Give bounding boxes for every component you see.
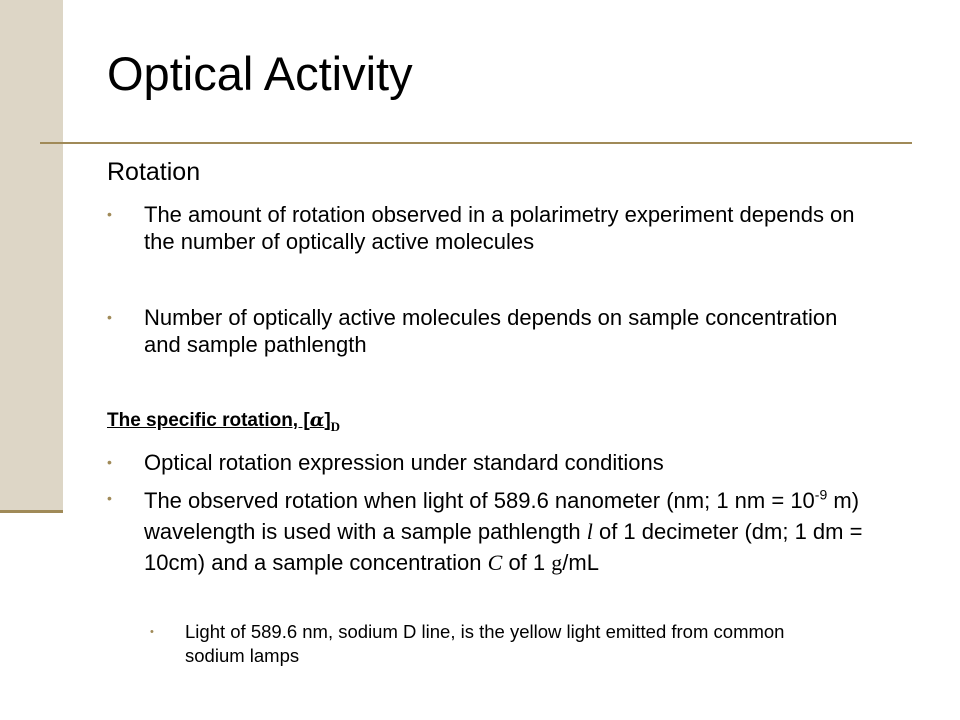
title-divider xyxy=(40,142,912,144)
bullet-icon: • xyxy=(107,454,112,470)
specific-prefix: The specific rotation, [ xyxy=(107,410,310,431)
specific-suffix: ] xyxy=(324,410,331,431)
sub-bullet-text: Light of 589.6 nm, sodium D line, is the yellow light emitted from common sodium lamps xyxy=(185,621,785,666)
exponent: -9 xyxy=(814,486,828,503)
sub-bullet-icon: • xyxy=(150,626,154,638)
observed-part-3: of 1 decimeter (dm; 1 dm = 10cm) and a sample concentration xyxy=(144,519,863,575)
bullet-text: Optical rotation expression under standard conditions xyxy=(144,450,664,475)
bullet-text: The amount of rotation observed in a polarimetry experiment depends on the number of optically active molecules xyxy=(144,202,855,254)
observed-part-1: The observed rotation when light of 589.6 nanometer (nm; 1 nm = 10 xyxy=(144,488,815,513)
pathlength-symbol: l xyxy=(586,519,593,544)
section-heading-rotation: Rotation xyxy=(107,158,201,186)
specific-subscript: D xyxy=(330,418,341,434)
decorative-sidebar xyxy=(0,0,63,512)
section-heading-specific-rotation xyxy=(107,408,340,439)
observed-part-2: m) wavelength is used with a sample pathlength xyxy=(144,488,860,544)
alpha-symbol: α xyxy=(309,409,325,431)
gram-unit: g xyxy=(551,550,563,575)
bullet-text-observed-rotation xyxy=(144,485,864,578)
bullet-icon: • xyxy=(107,309,112,325)
slide-title: Optical Activity xyxy=(107,47,413,100)
bullet-text: Number of optically active molecules depends on sample concentration and sample pathlength xyxy=(144,305,838,357)
sidebar-accent-line xyxy=(0,510,63,513)
bullet-icon: • xyxy=(107,206,112,222)
bullet-icon: • xyxy=(107,490,112,506)
concentration-symbol: C xyxy=(487,550,503,575)
observed-part-5: /mL xyxy=(562,550,599,575)
observed-part-4: of 1 xyxy=(502,550,552,575)
